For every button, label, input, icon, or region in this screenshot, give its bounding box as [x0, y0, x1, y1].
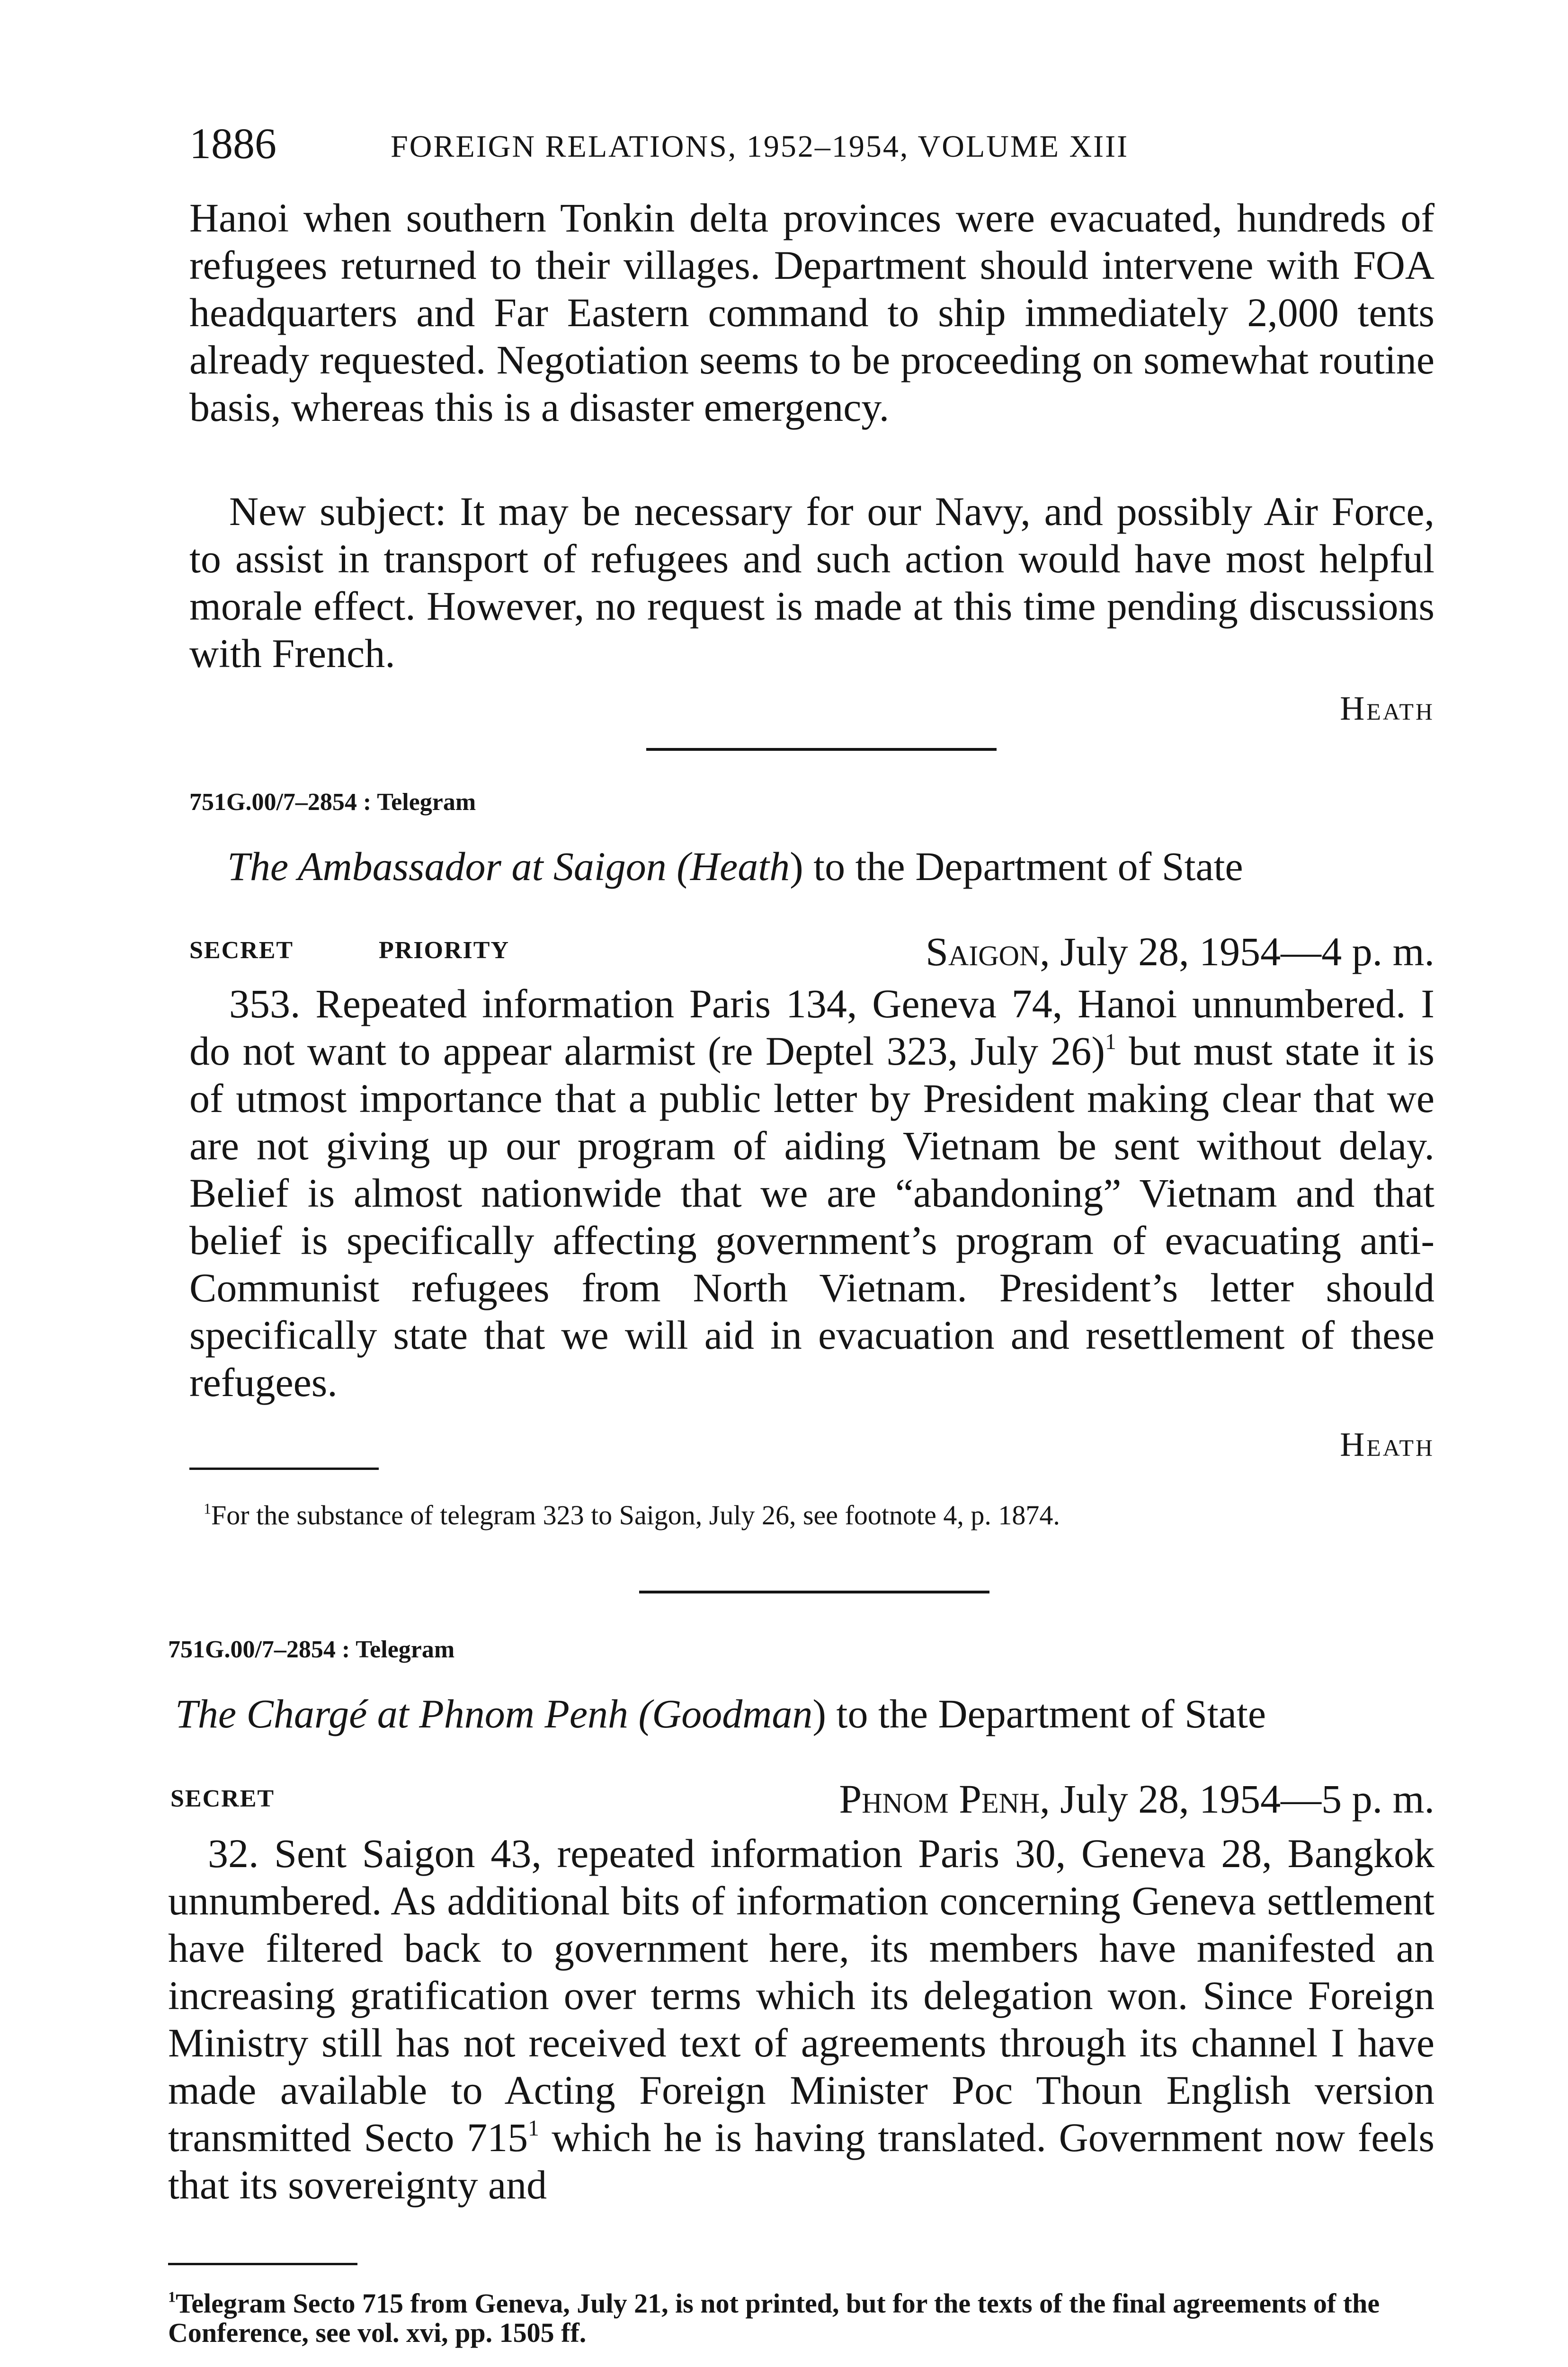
signature-heath-2: Heath [1340, 1425, 1434, 1463]
doc1-file-reference: 751G.00/7–2854 : Telegram [189, 789, 476, 816]
page-number: 1886 [189, 119, 276, 168]
doc1-footnote-ref: 1 [1105, 1029, 1116, 1054]
section-divider-2 [639, 1591, 989, 1593]
doc1-footnote-text: For the substance of telegram 323 to Saigon, July 26, see footnote 4, p. 1874. [211, 1500, 1060, 1531]
doc1-place: Saigon [926, 929, 1040, 974]
footnote-rule-1 [189, 1468, 379, 1470]
doc1-place-date [757, 928, 1434, 975]
doc2-footnote-ref: 1 [528, 2116, 539, 2141]
continuation-paragraph-2: New subject: It may be necessary for our Navy, and possibly Air Force, to assist in transport of refugees and such action would have most helpful morale effect. However, no request is made at this time pending discussions with French. [189, 489, 1434, 676]
doc1-title-end: ) to the Department of State [790, 844, 1243, 889]
doc1-title [227, 843, 1439, 890]
doc2-title-end: ) to the Department of State [812, 1691, 1266, 1736]
doc2-title-name: Goodman [652, 1691, 813, 1736]
doc1-footnote-marker: 1 [204, 1500, 211, 1517]
doc1-body [189, 980, 1434, 1406]
doc2-file-reference: 751G.00/7–2854 : Telegram [168, 1636, 455, 1663]
doc2-footnote [168, 2289, 1437, 2348]
doc2-date: , July 28, 1954—5 p. m. [1040, 1776, 1434, 1822]
doc2-body [168, 1830, 1434, 2208]
doc1-body-part-b: but must state it is of utmost importance that a public letter by President making clear that we are not giving up our program of aiding Vietnam be sent without delay. Belief is almost nationwide that we are “abandoning” Vietnam and that belief is specifically affecting government’s program of evacuating anti-Communist refugees from North Vietnam. President’s letter should specifically state that we will aid in evacuation and resettlement of these refugees. [189, 1028, 1434, 1405]
doc1-title-start: The Ambassador at Saigon ( [227, 844, 690, 889]
doc2-place-date [663, 1775, 1434, 1823]
doc2-body-part-b: which he is having translated. Government now feels that its sovereignty and [168, 2115, 1434, 2207]
doc2-footnote-text: Telegram Secto 715 from Geneva, July 21, is not printed, but for the texts of the final agreements of the Conference, see vol. xvi, pp. 1505 ff. [168, 2288, 1380, 2348]
running-header [189, 118, 1430, 170]
doc1-body-part-a: 353. Repeated information Paris 134, Geneva 74, Hanoi unnumbered. I do not want to appear alarmist (re Deptel 323, July 26) [189, 981, 1434, 1074]
doc1-classification: SECRET [189, 937, 294, 964]
doc2-title-start: The Chargé at Phnom Penh ( [175, 1691, 652, 1736]
doc1-date: , July 28, 1954—4 p. m. [1040, 929, 1434, 974]
running-title: FOREIGN RELATIONS, 1952–1954, VOLUME XIII [391, 129, 1129, 164]
footnote-rule-2 [168, 2263, 357, 2265]
signature-heath-1: Heath [1340, 689, 1434, 727]
doc2-place: Phnom Penh [839, 1776, 1040, 1822]
doc1-priority: PRIORITY [379, 937, 510, 964]
doc2-classification: SECRET [170, 1785, 275, 1812]
doc2-footnote-marker: 1 [168, 2288, 176, 2305]
doc1-title-name: Heath [690, 844, 790, 889]
continuation-paragraph-1: Hanoi when southern Tonkin delta provinces were evacuated, hundreds of refugees returned to their villages. Department should intervene with FOA headquarters and Far Eastern command to ship immediately 2,000 tents already requested. Negotiation seems to be proceeding on somewhat routine basis, whereas this is a disaster emergency. [189, 195, 1434, 430]
doc2-title [175, 1690, 1434, 1737]
doc2-body-part-a: 32. Sent Saigon 43, repeated information Paris 30, Geneva 28, Bangkok unnumbered. As additional bits of information concerning Geneva settlement have filtered back to government here, its members have manifested an increasing gratification over terms which its delegation won. Since Foreign Ministry still has not received text of agreements through its channel I have made available to Acting Foreign Minister Poc Thoun English version transmitted Secto 715 [168, 1831, 1434, 2160]
doc1-footnote [204, 1501, 1434, 1530]
section-divider-1 [646, 748, 997, 751]
